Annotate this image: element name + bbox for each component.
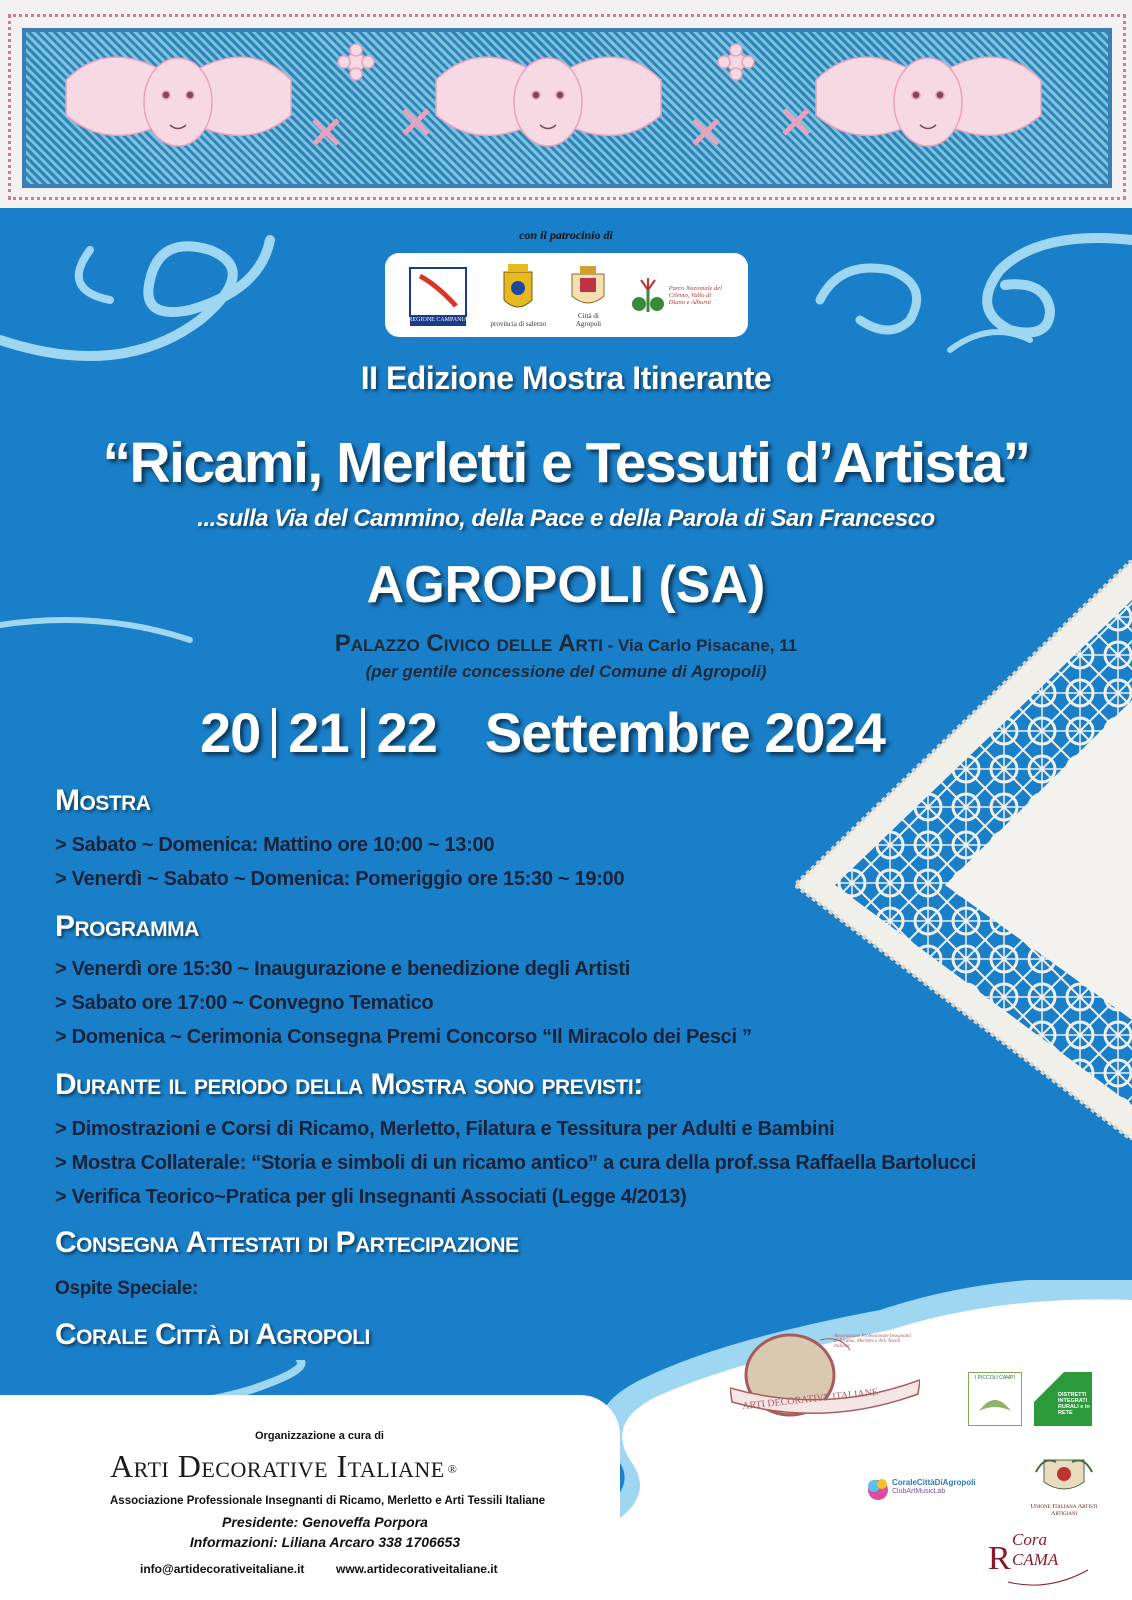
bird-icon xyxy=(969,1381,1021,1421)
venue-name: Palazzo Civico delle Arti xyxy=(334,630,603,657)
venue-concession: (per gentile concessione del Comune di Agropoli) xyxy=(365,662,767,681)
edition-heading: II Edizione Mostra Itinerante xyxy=(360,360,772,396)
adi-embroidery-hoop-logo xyxy=(730,1330,920,1420)
cora-cama-initial: R xyxy=(988,1540,1011,1577)
section-attestati-heading: Consegna Attestati di Partecipazione xyxy=(55,1226,519,1259)
sponsor-logos-box xyxy=(385,253,748,337)
sponsor-name: Città di Agropoli xyxy=(575,312,602,328)
event-dates xyxy=(200,700,960,765)
durante-line: > Verifica Teorico~Pratica per gli Insegnanti Associati (Legge 4/2013) xyxy=(55,1186,687,1208)
parco-cilento-logo xyxy=(631,276,725,314)
organizer-president: Presidente: Genoveffa Porpora xyxy=(222,1514,428,1530)
date-separator xyxy=(361,708,365,758)
provincia-salerno-logo xyxy=(491,262,547,328)
venue-line xyxy=(0,630,1132,658)
organizer-name-text: Arti Decorative Italiane xyxy=(110,1448,445,1484)
registered-mark: ® xyxy=(447,1462,458,1477)
programma-line: > Venerdì ore 15:30 ~ Inaugurazione e benedizione degli Artisti xyxy=(55,958,630,980)
section-programma-heading: Programma xyxy=(55,910,199,943)
adi-ribbon-text: ARTI DECORATIVE ITALIANE xyxy=(741,1386,879,1413)
regione-campania-logo xyxy=(408,266,468,324)
durante-line: > Mostra Collaterale: “Storia e simboli di un ricamo antico” a cura della prof.ssa Raffaella Bartolucci xyxy=(55,1152,977,1174)
organizer-email[interactable]: info@artidecorativeitaliane.it xyxy=(140,1562,305,1576)
corale-logo-text: CoraleCittàDiAgropoli xyxy=(892,1478,976,1487)
corale-clubartmusiclab-logo xyxy=(864,1472,994,1502)
provincia-crest-icon xyxy=(498,262,538,320)
sponsor-name: provincia di salerno xyxy=(490,320,547,328)
date-day-1: 20 xyxy=(200,701,261,764)
mostra-line: > Sabato ~ Domenica: Mattino ore 10:00 ~ 13:00 xyxy=(55,834,495,856)
agropoli-crest-icon xyxy=(568,262,608,312)
citta-agropoli-logo xyxy=(568,262,608,328)
club-logo-text: ClubArtMusicLab xyxy=(892,1488,946,1495)
ribbon-swirl-right xyxy=(800,230,1132,370)
organizer-description: Associazione Professionale Insegnanti di Ricamo, Merletto e Arti Tessili Italiane xyxy=(110,1495,546,1507)
distretti-text: DISTRETTI INTEGRATI RURALI e in RETE xyxy=(1058,1392,1090,1416)
mostra-line: > Venerdì ~ Sabato ~ Domenica: Pomeriggio ore 15:30 ~ 19:00 xyxy=(55,868,625,890)
exhibition-title: “Ricami, Merletti e Tessuti d’Artista” xyxy=(102,431,1030,495)
ospite-name: Corale Città di Agropoli xyxy=(55,1318,370,1351)
banner-cross-stitch xyxy=(22,28,1112,188)
sponsor-name: Parco Nazionale del Cilento, Vallo di Diano e Alburni xyxy=(668,284,722,306)
organizer-website[interactable]: www.artidecorativeitaliane.it xyxy=(336,1562,498,1576)
programma-line: > Domenica ~ Cerimonia Consegna Premi Concorso “Il Miracolo dei Pesci ” xyxy=(55,1026,752,1048)
embroidery-banner xyxy=(0,0,1132,208)
cora-cama-text: Cora CAMA xyxy=(1012,1530,1059,1569)
date-day-2: 21 xyxy=(288,701,349,764)
city-heading: AGROPOLI (SA) xyxy=(366,556,766,614)
programma-line: > Sabato ore 17:00 ~ Convegno Tematico xyxy=(55,992,434,1014)
date-separator xyxy=(272,708,276,758)
section-mostra-heading: Mostra xyxy=(55,784,151,817)
adi-small-text: Associazione Professionale Insegnanti di Ricamo, Merletto e Arti Tessili Italiane xyxy=(834,1334,912,1349)
cora-cama-swirl-icon xyxy=(988,1530,1098,1590)
music-note-icon xyxy=(864,1472,894,1502)
date-day-3: 22 xyxy=(376,701,437,764)
piccoli-campi-logo xyxy=(968,1372,1022,1426)
cora-cama-logo xyxy=(988,1530,1098,1590)
patronage-label: con il patrocinio di xyxy=(519,228,613,242)
ospite-label: Ospite Speciale: xyxy=(55,1278,199,1299)
unione-artisti-logo xyxy=(1028,1452,1100,1520)
unione-crest-icon xyxy=(1028,1452,1100,1498)
piccoli-campi-text: I PICCOLI CAMPI xyxy=(974,1375,1015,1381)
organizer-name xyxy=(110,1448,457,1485)
distretti-rurali-logo xyxy=(1034,1372,1092,1426)
cherub-pattern xyxy=(26,32,1108,184)
organizer-info: Informazioni: Liliana Arcaro 338 1706653 xyxy=(189,1534,461,1550)
sponsor-name: REGIONE CAMPANIA xyxy=(408,317,468,323)
organizer-label: Organizzazione a cura di xyxy=(255,1430,384,1442)
venue-address: - Via Carlo Pisacane, 11 xyxy=(602,636,798,655)
exhibition-subtitle: ...sulla Via del Cammino, della Pace e della Parola di San Francesco xyxy=(197,505,935,532)
parco-plant-icon xyxy=(631,276,665,314)
ribbon-swirl-left xyxy=(0,230,290,370)
section-durante-heading: Durante il periodo della Mostra sono previsti: xyxy=(55,1068,643,1101)
durante-line: > Dimostrazioni e Corsi di Ricamo, Merletto, Filatura e Tessitura per Adulti e Bambini xyxy=(55,1118,835,1140)
unione-text: Unione Italiana Artisti Artigiani xyxy=(1030,1503,1098,1518)
date-month-year: Settembre 2024 xyxy=(484,701,885,764)
